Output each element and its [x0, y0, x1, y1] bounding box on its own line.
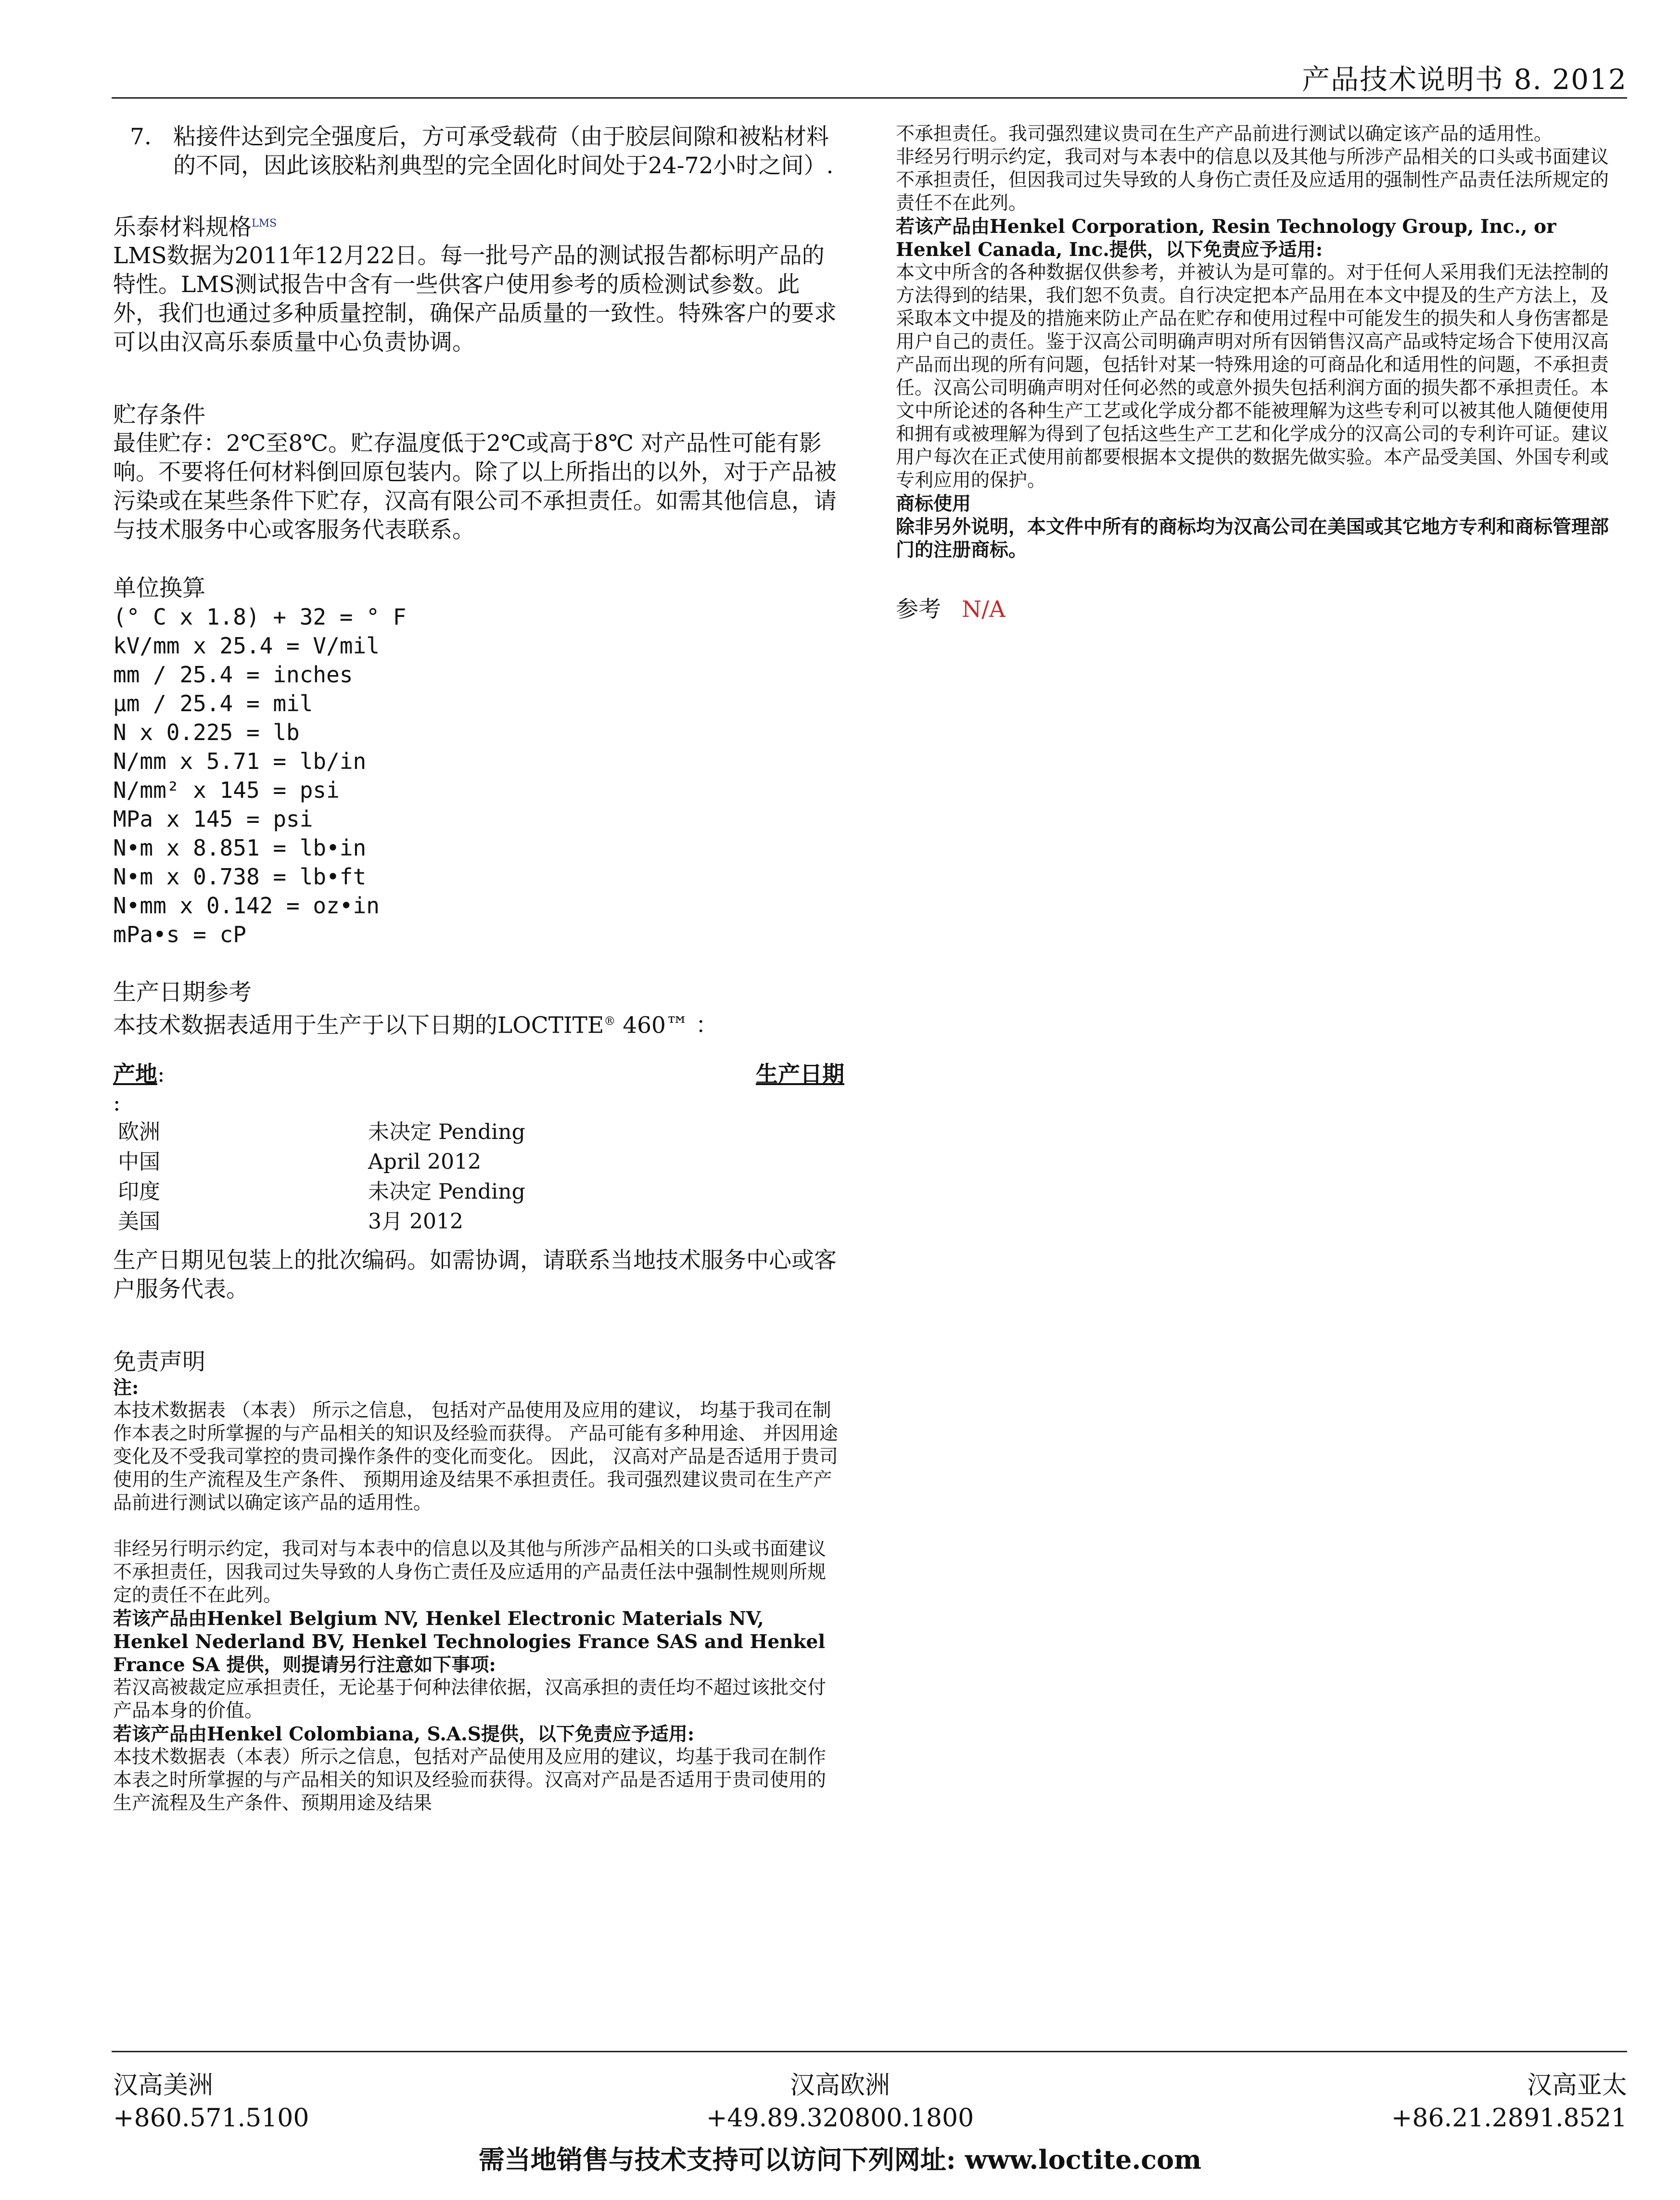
footer-asia: 汉高亚太 +86.21.2891.8521: [1391, 2071, 1627, 2133]
units-heading: 单位换算: [113, 575, 206, 601]
step-7: [113, 123, 844, 180]
unit-line: N x 0.225 = lb: [113, 719, 300, 745]
unit-line: N•m x 0.738 = lb•ft: [113, 864, 367, 890]
unit-line: mPa•s = cP: [113, 921, 246, 947]
reference-value: N/A: [961, 596, 1005, 623]
production-table: [113, 1117, 844, 1237]
table-row: 中国 April 2012: [118, 1149, 482, 1174]
lms-body: LMS数据为2011年12月22日。每一批号产品的测试报告都标明产品的特性。LMS测试报告中含有一些供客户使用参考的质检测试参数。此外，我们也通过多种质量控制，确保产品质量的一致性。特殊客户的要求可以由汉高乐泰质量中心负责协调。: [113, 243, 837, 356]
trademark-body: 除非另外说明，本文件中所有的商标均为汉高公司在美国或其它地方专利和商标管理部门的注册商标。: [896, 516, 1609, 561]
footer-europe: 汉高欧洲 +49.89.320800.1800: [706, 2071, 974, 2133]
lms-heading: 乐泰材料规格$^{LMS}$: [113, 214, 277, 241]
col-date: 生产日期: [756, 1061, 844, 1087]
disclaimer-p3: 若汉高被裁定应承担责任，无论基于何种法律依据，汉高承担的责任均不超过该批交付产品本身的价值。: [113, 1676, 827, 1722]
disclaimer-p2: 非经另行明示约定，我司对与本表中的信息以及其他与所涉产品相关的口头或书面建议不承担责任，因我司过失导致的人身伤亡责任及应适用的产品责任法中强制性规则所规定的责任不在此列。: [113, 1538, 827, 1606]
storage-body: 最佳贮存：2℃至8℃。贮存温度低于2℃或高于8℃ 对产品性可能有影响。不要将任何材料倒回原包装内。除了以上所指出的以外，对于产品被污染或在某些条件下贮存，汉高有限公司不承担责任。如需其他信息，请与技术服务中心或客服务代表联系。: [113, 430, 837, 543]
production-heading: 生产日期参考: [113, 979, 252, 1006]
unit-line: mm / 25.4 = inches: [113, 662, 353, 688]
reference-line: [896, 595, 1627, 624]
step-number: 7.: [130, 124, 152, 150]
footer-divider: [112, 2051, 1627, 2052]
unit-line: µm / 25.4 = mil: [113, 691, 313, 716]
table-row: 欧洲 未决定 Pending: [118, 1119, 525, 1144]
disclaimer-p1: 本技术数据表 （本表） 所示之信息， 包括对产品使用及应用的建议， 均基于我司在制作本表之时所掌握的与产品相关的知识及经验而获得。 产品可能有多种用途、 并因用途变化及不受我司掌控的贵司操作条件的变化而变化。 因此， 汉高对产品是否适用于贵司使用的生产流程及生产条件、 预期用途及结果不承担责任。我司强烈建议贵司在生产产品前进行测试以确定该产品的适用性。: [113, 1399, 838, 1514]
disclaimer-note-label: 注:: [113, 1376, 139, 1399]
footer-url-line: 需当地销售与技术支持可以访问下列网址: www.loctite.com: [478, 2144, 1202, 2175]
unit-line: N/mm x 5.71 = lb/in: [113, 748, 367, 774]
trademark-heading: 商标使用: [896, 493, 971, 515]
disclaimer-p4-heading: 若该产品由Henkel Colombiana, S.A.S提供，以下免责应予适用:: [113, 1723, 695, 1745]
production-note: 生产日期见包装上的批次编码。如需协调，请联系当地技术服务中心或客户服务代表。: [113, 1247, 837, 1303]
right-p3: 本文中所含的各种数据仅供参考，并被认为是可靠的。对于任何人采用我们无法控制的方法得到的结果，我们恕不负责。自行决定把本产品用在本文中提及的生产方法上，及采取本文中提及的措施来防止产品在贮存和使用过程中可能发生的损失和人身伤害都是用户自己的责任。鉴于汉高公司明确声明对所有因销售汉高产品或特定场合下使用汉高产品而出现的所有问题，包括针对某一特殊用途的可商品化和适用性的问题，不承担责任。汉高公司明确声明对任何必然的或意外损失包括利润方面的损失都不承担责任。本文中所论述的各种生产工艺或化学成分都不能被理解为这些专利可以被其他人随便使用和拥有或被理解为得到了包括这些生产工艺和化学成分的汉高公司的专利许可证。建议用户每次在正式使用前都要根据本文提供的数据先做实验。本产品受美国、外国专利或专利应用的保护。: [896, 262, 1609, 491]
reference-label: 参考: [896, 596, 941, 623]
unit-line: N/mm² x 145 = psi: [113, 777, 340, 803]
production-intro: 本技术数据表适用于生产于以下日期的LOCTITE® 460™ ：: [113, 1012, 718, 1039]
unit-line: N•mm x 0.142 = oz•in: [113, 893, 380, 919]
right-column: [896, 123, 1627, 624]
disclaimer-p3-heading: 若该产品由Henkel Belgium NV, Henkel Electronic Materials NV, Henkel Nederland BV, Henkel Technologies France SAS and Henkel France SA 提供，则提请另行注意如下事项:: [113, 1607, 826, 1676]
table-row: 美国 3月 2012: [118, 1209, 463, 1234]
unit-line: kV/mm x 25.4 = V/mil: [113, 633, 380, 659]
col-origin: 产地: [113, 1061, 157, 1087]
unit-line: N•m x 8.851 = lb•in: [113, 835, 367, 861]
disclaimer-heading: 免责声明: [113, 1348, 206, 1375]
unit-line: (° C x 1.8) + 32 = ° F: [113, 604, 407, 630]
storage-heading: 贮存条件: [113, 401, 206, 428]
right-p3-heading: 若该产品由Henkel Corporation, Resin Technology Group, Inc., or Henkel Canada, Inc.提供，以下免责应予适用:: [896, 216, 1556, 261]
right-p2: 非经另行明示约定，我司对与本表中的信息以及其他与所涉产品相关的口头或书面建议不承担责任，但因我司过失导致的人身伤亡责任及应适用的强制性产品责任法所规定的责任不在此列。: [896, 146, 1609, 214]
table-row: 印度 未决定 Pending: [118, 1179, 525, 1204]
disclaimer-p4: 本技术数据表（本表）所示之信息，包括对产品使用及应用的建议，均基于我司在制作本表之时所掌握的与产品相关的知识及经验而获得。汉高对产品是否适用于贵司使用的生产流程及生产条件、预期用途及结果: [113, 1746, 827, 1814]
unit-line: MPa x 145 = psi: [113, 806, 313, 832]
document-header-title: 产品技术说明书 8. 2012: [1302, 63, 1627, 96]
header-divider: [112, 97, 1627, 99]
production-table-header: 产地: : 生产日期: [113, 1060, 844, 1117]
footer-americas: 汉高美洲 +860.571.5100: [113, 2071, 309, 2133]
right-p1: 不承担责任。我司强烈建议贵司在生产产品前进行测试以确定该产品的适用性。: [896, 123, 1553, 145]
unit-conversion-list: [113, 602, 844, 949]
lms-superscript: LMS: [252, 217, 277, 230]
left-column: [113, 123, 844, 1815]
step-text: 粘接件达到完全强度后，方可承受载荷（由于胶层间隙和被粘材料的不同，因此该胶粘剂典型的完全固化时间处于24-72小时之间）.: [173, 124, 834, 179]
